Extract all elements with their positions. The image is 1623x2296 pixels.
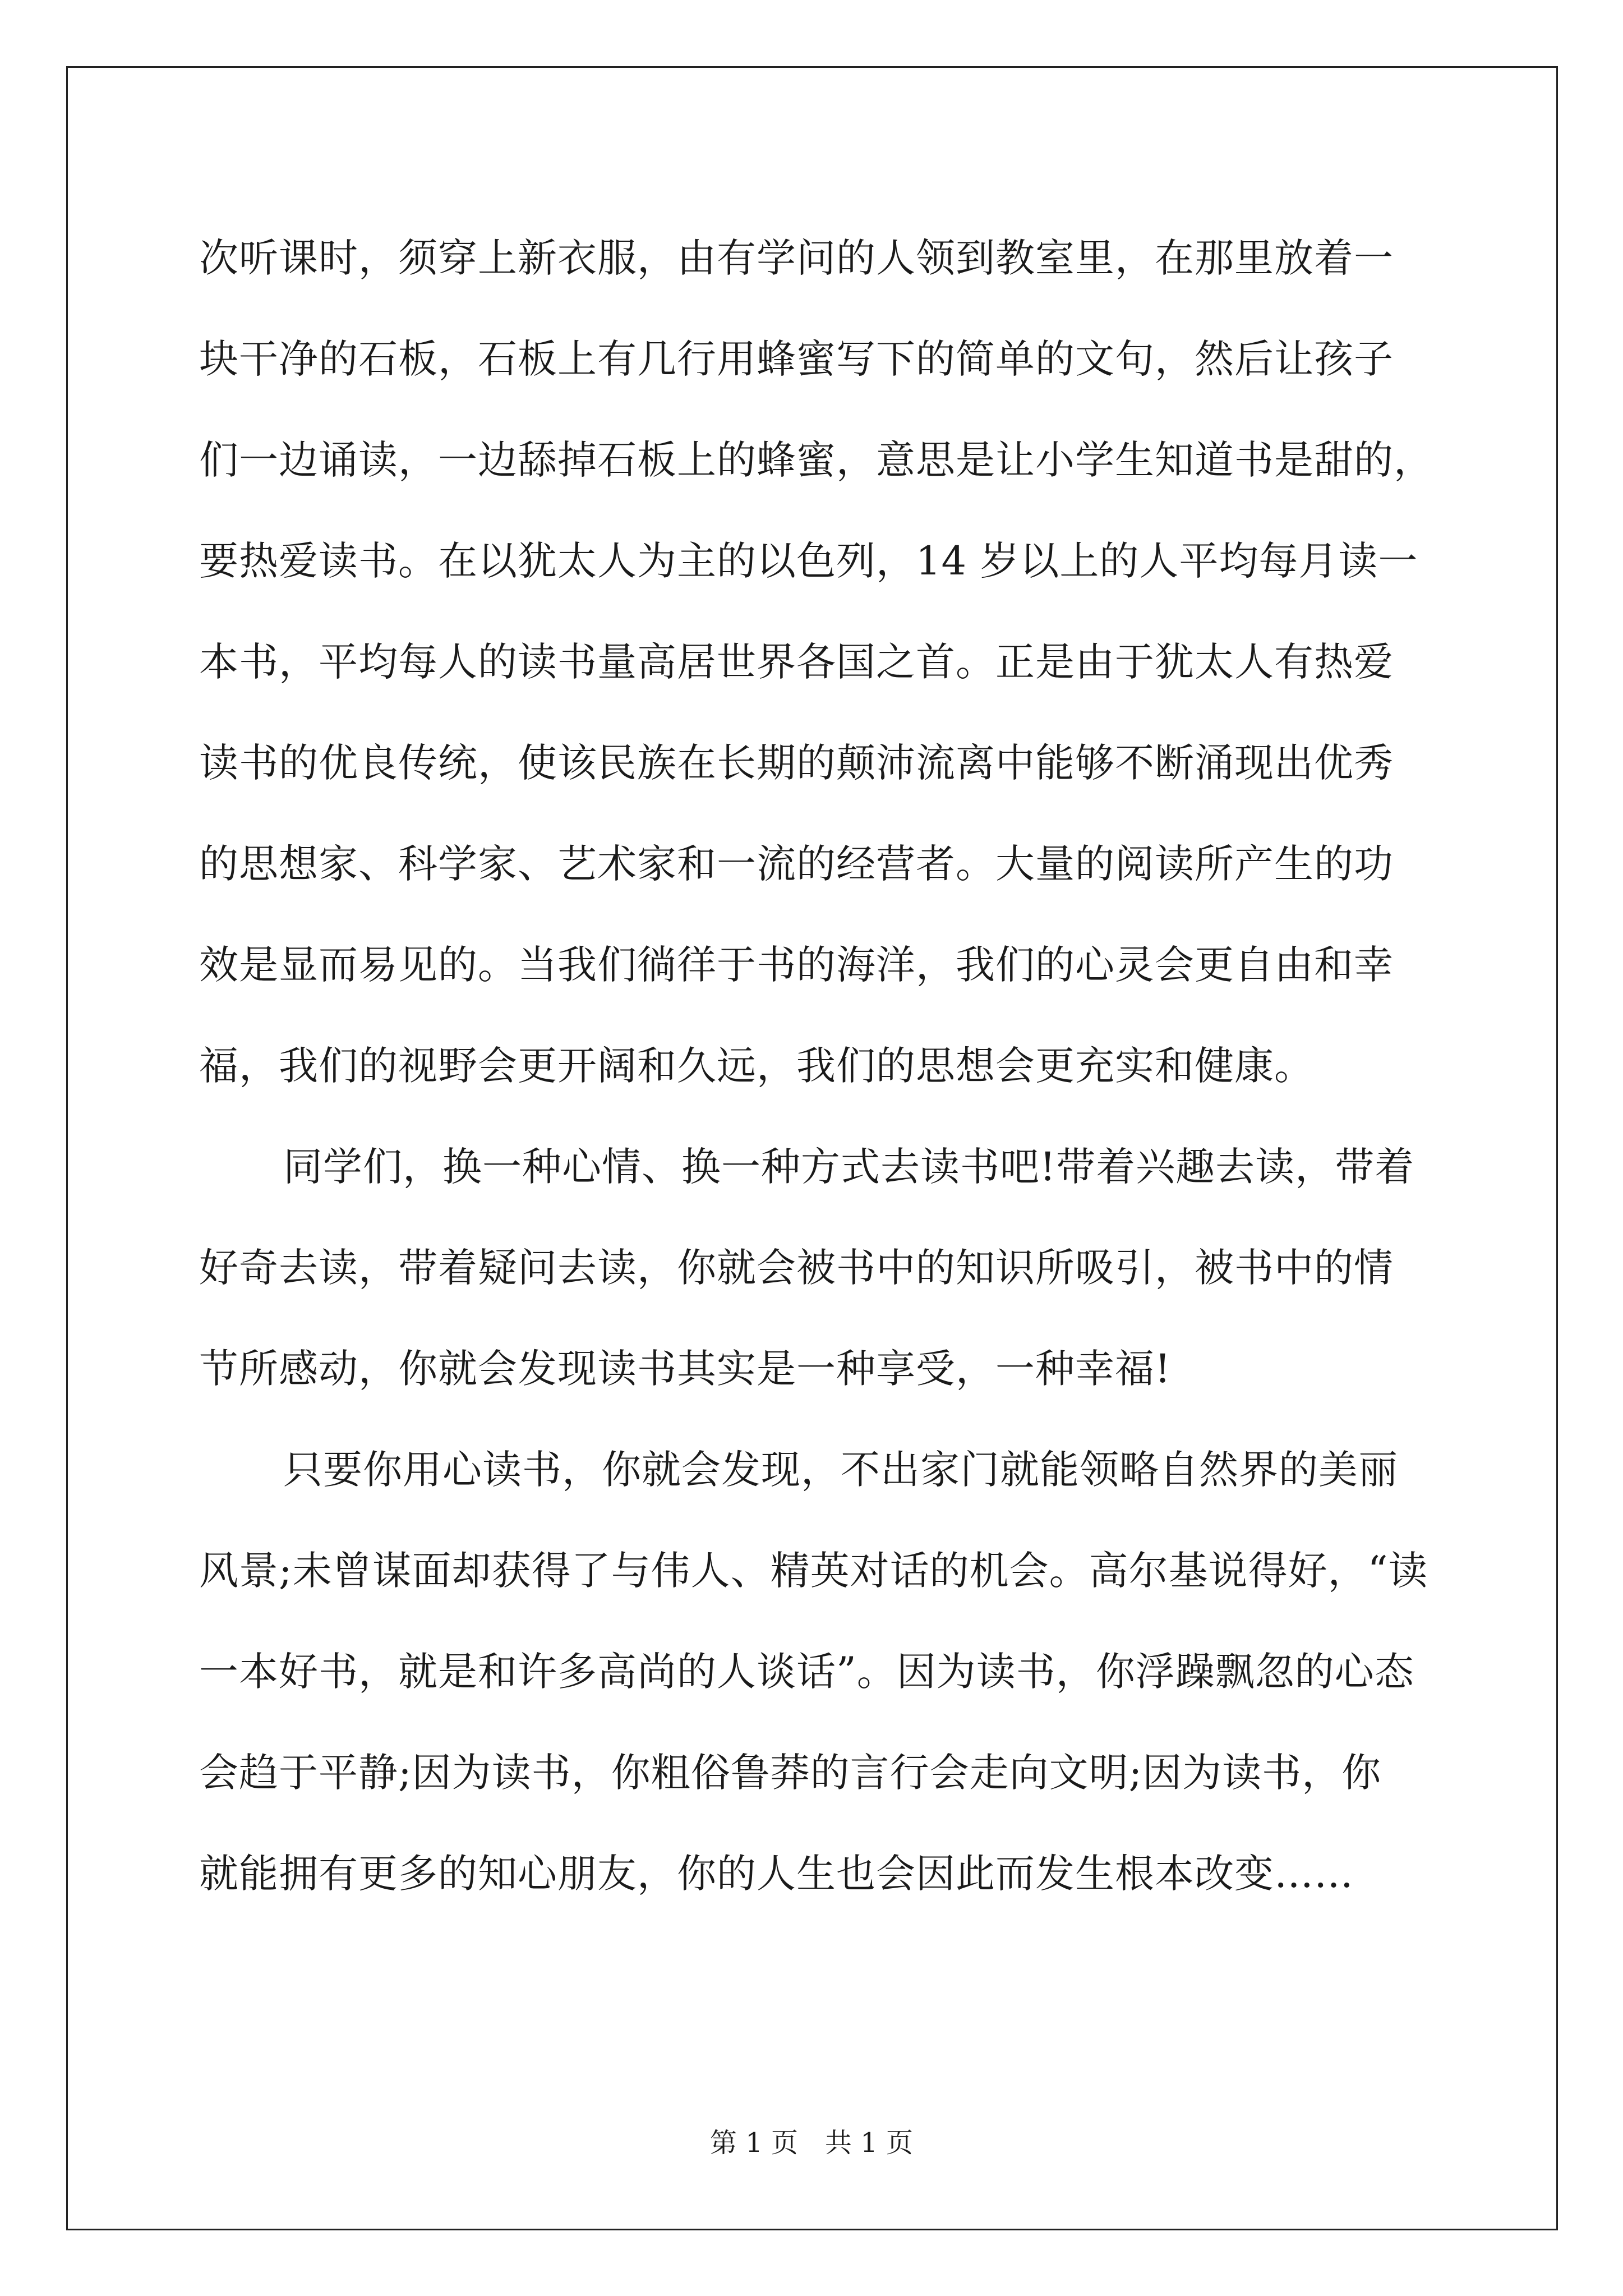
text-line-indented: 只要你用心读书，你就会发现，不出家门就能领略自然界的美丽 [283,1447,1398,1493]
text-line: 的思想家、科学家、艺术家和一流的经营者。大量的阅读所产生的功 [199,841,1394,887]
text-line: 本书，平均每人的读书量高居世界各国之首。正是由于犹太人有热爱 [199,639,1394,685]
document-body [199,208,1433,1924]
text-line: 效是显而易见的。当我们徜徉于书的海洋，我们的心灵会更自由和幸 [199,942,1394,988]
text-line: 福，我们的视野会更开阔和久远，我们的思想会更充实和健康。 [199,1043,1314,1089]
text-line: 读书的优良传统，使该民族在长期的颠沛流离中能够不断涌现出优秀 [199,740,1394,786]
text-line: 们一边诵读，一边舔掉石板上的蜂蜜，意思是让小学生知道书是甜的， [199,437,1433,483]
text-line: 节所感动，你就会发现读书其实是一种享受，一种幸福! [199,1346,1172,1392]
text-line: 次听课时，须穿上新衣服，由有学问的人领到教室里，在那里放着一 [199,235,1394,281]
text-line: 一本好书，就是和许多高尚的人谈话”。因为读书，你浮躁飘忽的心态 [199,1649,1414,1695]
text-line: 要热爱读书。在以犹太人为主的以色列，14 岁以上的人平均每月读一 [199,538,1418,584]
text-line: 就能拥有更多的知心朋友，你的人生也会因此而发生根本改变…… [199,1851,1354,1897]
text-line: 好奇去读，带着疑问去读，你就会被书中的知识所吸引，被书中的情 [199,1245,1394,1291]
paragraph-3 [199,1419,1433,1924]
paragraph-1 [199,208,1433,1116]
paragraph-2 [199,1116,1433,1419]
text-line: 块干净的石板，石板上有几行用蜂蜜写下的简单的文句，然后让孩子 [199,336,1394,382]
text-line-indented: 同学们，换一种心情、换一种方式去读书吧!带着兴趣去读，带着 [283,1144,1415,1190]
text-line: 会趋于平静;因为读书，你粗俗鲁莽的言行会走向文明;因为读书，你 [199,1750,1382,1796]
text-line: 风景;未曾谋面却获得了与伟人、精英对话的机会。高尔基说得好，“读 [199,1548,1428,1594]
page-number-footer: 第 1 页 共 1 页 [709,2127,914,2159]
